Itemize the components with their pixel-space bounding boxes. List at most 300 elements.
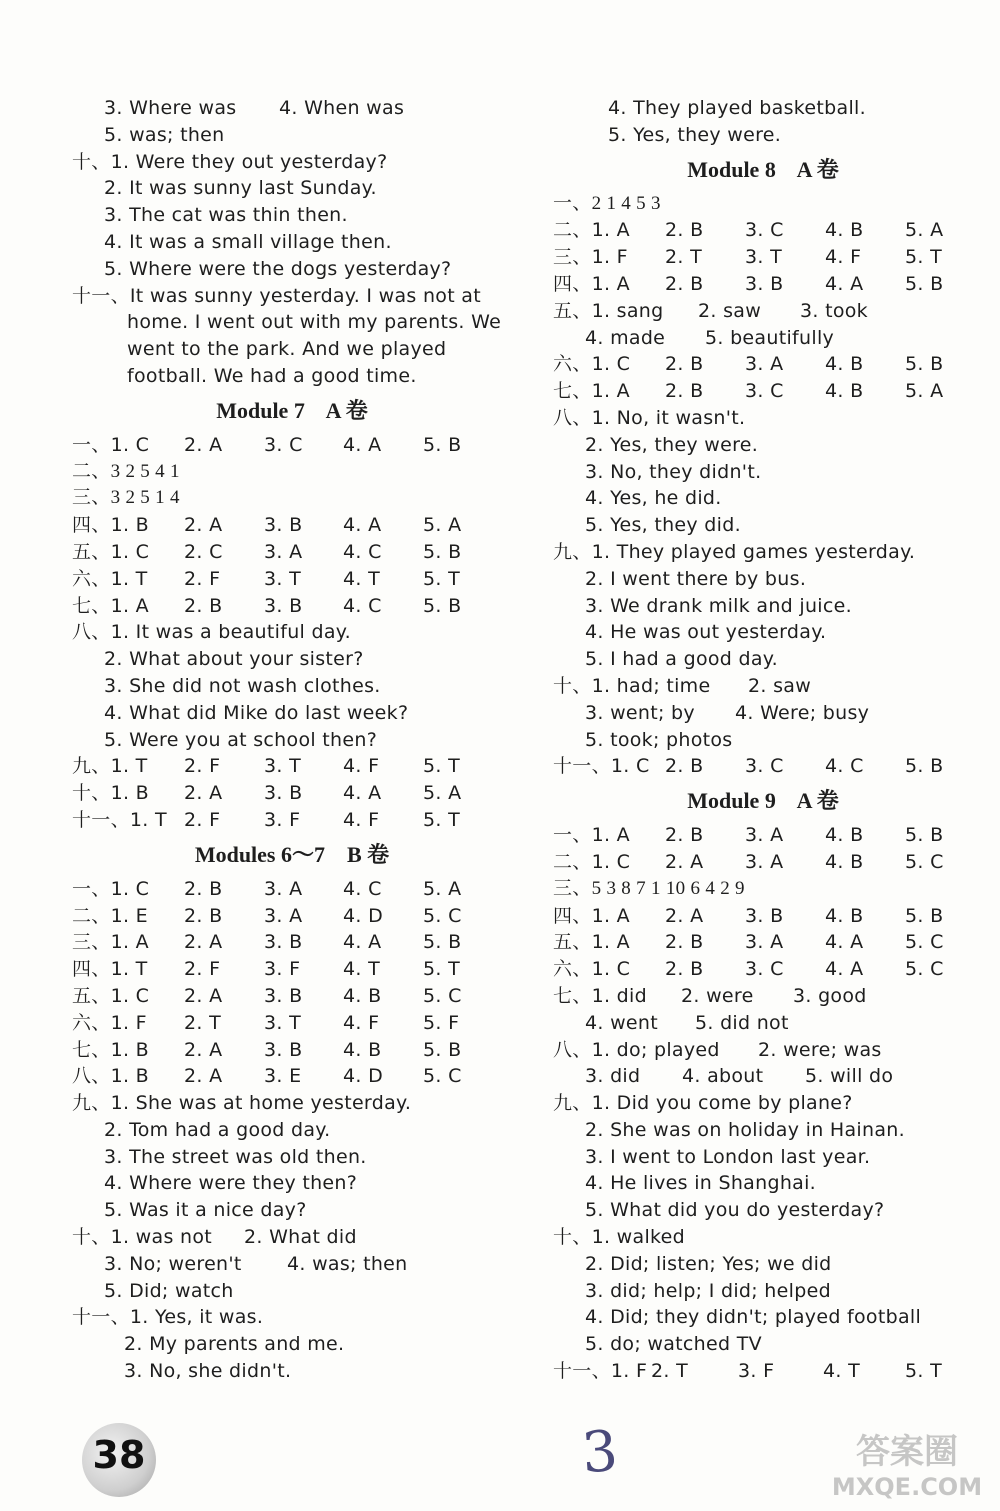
watermark-title: 答案圈	[856, 1432, 958, 1472]
answer-cell: 4. C	[343, 540, 382, 563]
answer-cell: 3. B	[264, 984, 303, 1007]
answer-cell: 3. B	[264, 1038, 303, 1061]
answer-cell: 2. C	[184, 540, 223, 563]
answer-line	[553, 1090, 973, 1117]
answer-cell: 八、1. It was a beautiful day.	[72, 621, 351, 644]
answer-cell: 5. T	[905, 246, 942, 269]
answer-cell: 4. C	[343, 594, 382, 617]
section-heading: Module 8 A 卷	[687, 156, 839, 182]
answer-cell: 2. She was on holiday in Hainan.	[585, 1118, 905, 1141]
answer-cell: 4. He was out yesterday.	[585, 621, 827, 644]
answer-cell: 九、1. T	[72, 755, 148, 778]
answer-cell: 3. The street was old then.	[104, 1145, 367, 1168]
answer-cell: went to the park. And we played	[127, 338, 447, 361]
answer-cell: 5. will do	[805, 1065, 894, 1088]
answer-cell: 二、3 2 5 4 1	[72, 460, 180, 482]
answer-cell: 八、1. B	[72, 1065, 150, 1088]
answer-cell: 3. C	[745, 958, 784, 981]
answer-line	[72, 202, 512, 229]
answer-cell: 4. D	[343, 904, 383, 927]
answer-line	[553, 849, 973, 876]
answer-cell: 2. F	[184, 567, 221, 590]
answer-cell: 3. F	[264, 808, 301, 831]
answer-cell: 七、1. A	[553, 380, 630, 403]
answer-cell: 2. B	[665, 755, 704, 778]
answer-cell: 2. were	[681, 984, 754, 1007]
answer-line	[553, 432, 973, 459]
answer-cell: 5. T	[423, 755, 460, 778]
answer-cell: 3. B	[745, 904, 784, 927]
answer-line	[553, 95, 973, 122]
answer-line	[72, 619, 512, 646]
answer-cell: 五、1. A	[553, 931, 630, 954]
answer-cell: 5. A	[423, 782, 462, 805]
watermark-logo	[822, 1425, 992, 1505]
answer-cell: 4. He lives in Shanghai.	[585, 1172, 817, 1195]
answer-cell: 5. T	[905, 1360, 942, 1383]
answer-cell: 4. B	[343, 1038, 382, 1061]
answer-cell: 十一、1. F	[553, 1360, 648, 1383]
answer-cell: 4. B	[825, 353, 864, 376]
answer-cell: 4. F	[343, 755, 380, 778]
answer-cell: 5. do; watched TV	[585, 1333, 762, 1356]
answer-cell: 3. did; help; I did; helped	[585, 1279, 831, 1302]
answer-cell: 3. A	[264, 540, 303, 563]
answer-cell: 4. A	[825, 931, 864, 954]
answer-cell: 4. It was a small village then.	[104, 230, 392, 253]
answer-cell: 5. I had a good day.	[585, 648, 778, 671]
answer-line	[553, 593, 973, 620]
handwritten-mark: 3	[579, 1418, 620, 1487]
answer-cell: 3. B	[745, 272, 784, 295]
answer-cell: 2. It was sunny last Sunday.	[104, 177, 377, 200]
answer-cell: 七、1. A	[72, 594, 149, 617]
answer-line	[72, 673, 512, 700]
answer-line	[72, 1090, 512, 1117]
answer-cell: 5. A	[905, 219, 944, 242]
answer-cell: 十一、It was sunny yesterday. I was not at	[72, 284, 482, 307]
answer-line	[72, 1358, 512, 1385]
answer-cell: 4. F	[343, 808, 380, 831]
answer-cell: 一、1. A	[553, 824, 630, 847]
answer-cell: 5. B	[423, 1038, 462, 1061]
answer-cell: 5. F	[423, 1011, 460, 1034]
answer-line	[553, 405, 973, 432]
answer-cell: 3. C	[745, 755, 784, 778]
answer-cell: 3. A	[264, 877, 303, 900]
answer-cell: 三、1. A	[72, 931, 149, 954]
answer-cell: 5. Where were the dogs yesterday?	[104, 257, 452, 280]
answer-cell: 4. A	[343, 931, 382, 954]
answer-cell: 5. B	[905, 755, 944, 778]
answer-cell: 4. T	[343, 567, 380, 590]
answer-cell: 2. B	[665, 353, 704, 376]
answer-cell: 3. B	[264, 594, 303, 617]
answer-cell: 5. C	[905, 931, 944, 954]
right-answer-column	[553, 95, 973, 1385]
answer-cell: 2. B	[184, 877, 223, 900]
answer-cell: 3. B	[264, 782, 303, 805]
answer-line	[72, 566, 512, 593]
answer-line	[553, 727, 973, 754]
answer-line	[72, 983, 512, 1010]
answer-cell: 2. A	[665, 850, 704, 873]
answer-cell: 4. They played basketball.	[608, 97, 866, 119]
answer-cell: 2. Yes, they were.	[585, 433, 759, 456]
answer-line	[72, 432, 512, 459]
answer-cell: 2. Tom had a good day.	[104, 1118, 331, 1141]
answer-cell: 2. A	[184, 1065, 223, 1088]
answer-cell: 四、1. A	[553, 904, 630, 927]
answer-cell: 2. B	[665, 958, 704, 981]
answer-line	[72, 700, 512, 727]
answer-line	[553, 956, 973, 983]
answer-cell: 三、3 2 5 1 4	[72, 487, 180, 509]
answer-cell: 4. A	[825, 958, 864, 981]
answer-cell: 2. A	[184, 514, 223, 537]
answer-cell: 3. No, she didn't.	[124, 1360, 292, 1383]
answer-line	[553, 459, 973, 486]
answer-cell: 5. What did you do yesterday?	[585, 1199, 885, 1222]
answer-line	[553, 298, 973, 325]
answer-cell: 4. C	[825, 755, 864, 778]
answer-cell: 2. B	[665, 272, 704, 295]
answer-cell: football. We had a good time.	[127, 364, 417, 387]
answer-cell: 2. F	[184, 958, 221, 981]
answer-cell: 4. F	[343, 1011, 380, 1034]
answer-cell: 4. T	[343, 958, 380, 981]
answer-line	[553, 122, 973, 149]
answer-line	[72, 1010, 512, 1037]
answer-cell: 3. T	[264, 1011, 301, 1034]
answer-cell: 九、1. They played games yesterday.	[553, 540, 916, 563]
watermark-url: MXQE.COM	[831, 1473, 983, 1501]
page-number-badge	[82, 1423, 156, 1497]
answer-line	[72, 646, 512, 673]
section-heading: Module 9 A 卷	[687, 788, 839, 814]
answer-line	[553, 1144, 973, 1171]
answer-line	[553, 485, 973, 512]
answer-cell: 5. Was it a nice day?	[104, 1199, 307, 1222]
answer-line	[553, 271, 973, 298]
answer-cell: 4. made	[585, 326, 666, 349]
answer-cell: 十一、1. C	[553, 755, 650, 778]
answer-cell: 2. A	[184, 1038, 223, 1061]
answer-cell: 十一、1. T	[72, 808, 167, 831]
answer-cell: 5. B	[905, 353, 944, 376]
answer-line	[553, 1010, 973, 1037]
answer-cell: 十、1. B	[72, 782, 150, 805]
answer-cell: 2. B	[184, 904, 223, 927]
answer-cell: 十、1. Were they out yesterday?	[72, 150, 388, 173]
answer-cell: 五、1. C	[72, 984, 150, 1007]
answer-cell: 四、1. B	[72, 514, 150, 537]
answer-line	[72, 485, 512, 512]
answer-line	[72, 149, 512, 176]
answer-cell: 4. When was	[279, 97, 405, 119]
left-answer-column	[72, 95, 512, 1385]
answer-cell: 2. What did	[244, 1226, 357, 1249]
answer-cell: 4. was; then	[287, 1252, 408, 1275]
answer-cell: 2. T	[665, 246, 702, 269]
answer-line	[72, 122, 512, 149]
answer-line	[553, 512, 973, 539]
answer-line	[72, 1063, 512, 1090]
answer-line	[72, 780, 512, 807]
answer-cell: 3. No; weren't	[104, 1252, 242, 1275]
answer-cell: 八、1. do; played	[553, 1038, 720, 1061]
answer-line	[553, 1304, 973, 1331]
answer-line	[72, 229, 512, 256]
answer-cell: 3. F	[738, 1360, 775, 1383]
answer-cell: 5. Yes, they were.	[608, 123, 782, 146]
answer-cell: 4. about	[682, 1065, 764, 1088]
answer-line	[72, 807, 512, 834]
answer-cell: 5. C	[423, 904, 462, 927]
answer-cell: 三、1. F	[553, 246, 628, 269]
answer-cell: 4. What did Mike do last week?	[104, 701, 409, 724]
answer-line	[72, 956, 512, 983]
answer-cell: 3. took	[800, 299, 868, 322]
answer-line	[72, 309, 512, 336]
answer-cell: 2. A	[665, 904, 704, 927]
answer-line	[553, 1063, 973, 1090]
answer-cell: 4. A	[343, 433, 382, 456]
answer-line	[72, 256, 512, 283]
answer-cell: 2. B	[665, 219, 704, 242]
answer-cell: 六、1. C	[553, 958, 631, 981]
answer-cell: 一、2 1 4 5 3	[553, 192, 661, 214]
answer-line	[553, 1117, 973, 1144]
answer-cell: 七、1. B	[72, 1038, 150, 1061]
answer-line	[553, 191, 973, 218]
answer-line	[72, 95, 512, 122]
answer-cell: 5. B	[423, 540, 462, 563]
answer-cell: 六、1. T	[72, 567, 148, 590]
answer-line	[72, 1170, 512, 1197]
answer-cell: 4. C	[343, 877, 382, 900]
answer-cell: 2. What about your sister?	[104, 648, 364, 671]
answer-cell: 5. B	[423, 594, 462, 617]
answer-line	[72, 1251, 512, 1278]
answer-cell: 七、1. did	[553, 984, 647, 1007]
answer-cell: 3. A	[745, 824, 784, 847]
answer-cell: 3. T	[264, 755, 301, 778]
answer-cell: 2. B	[665, 824, 704, 847]
section-heading: Module 7 A 卷	[216, 397, 368, 423]
answer-cell: 2. T	[651, 1360, 688, 1383]
answer-cell: 3. A	[745, 850, 784, 873]
answer-cell: 3. B	[264, 931, 303, 954]
answer-cell: 4. Did; they didn't; played football	[585, 1306, 922, 1329]
answer-line	[72, 929, 512, 956]
answer-line	[553, 673, 973, 700]
answer-cell: 5. B	[423, 931, 462, 954]
answer-cell: 3. A	[745, 353, 784, 376]
answer-cell: 5. C	[905, 850, 944, 873]
answer-cell: 2. A	[184, 782, 223, 805]
answer-cell: 5. C	[423, 984, 462, 1007]
answer-line	[553, 700, 973, 727]
answer-cell: 3. The cat was thin then.	[104, 204, 348, 227]
answer-cell: 3. C	[745, 219, 784, 242]
answer-cell: 2. My parents and me.	[124, 1333, 345, 1356]
answer-cell: 5. A	[423, 514, 462, 537]
answer-cell: 四、1. A	[553, 272, 630, 295]
answer-line	[72, 753, 512, 780]
answer-cell: 2. B	[665, 931, 704, 954]
answer-cell: 5. Did; watch	[104, 1279, 234, 1302]
answer-cell: 九、1. Did you come by plane?	[553, 1092, 853, 1115]
answer-cell: 4. T	[823, 1360, 860, 1383]
answer-cell: 2. A	[184, 931, 223, 954]
answer-cell: 5. A	[905, 380, 944, 403]
answer-cell: 2. A	[184, 984, 223, 1007]
answer-cell: 4. F	[825, 246, 862, 269]
answer-cell: 3. She did not wash clothes.	[104, 674, 381, 697]
answer-line	[553, 903, 973, 930]
answer-line	[72, 363, 512, 390]
answer-line	[553, 1358, 973, 1385]
answer-cell: 2. T	[184, 1011, 221, 1034]
answer-line	[72, 593, 512, 620]
answer-cell: 八、1. No, it wasn't.	[553, 406, 746, 429]
answer-cell: 3. I went to London last year.	[585, 1145, 871, 1168]
answer-cell: 4. A	[825, 272, 864, 295]
answer-line	[553, 1197, 973, 1224]
answer-cell: 5. Yes, they did.	[585, 514, 741, 537]
answer-cell: 一、1. C	[72, 877, 150, 900]
answer-cell: 2. I went there by bus.	[585, 567, 807, 590]
answer-cell: 2. F	[184, 755, 221, 778]
answer-cell: 5. A	[423, 877, 462, 900]
answer-cell: 六、1. F	[72, 1011, 147, 1034]
answer-line	[72, 903, 512, 930]
answer-cell: 2. A	[184, 433, 223, 456]
answer-cell: 5. B	[905, 272, 944, 295]
answer-cell: 5. C	[423, 1065, 462, 1088]
answer-cell: 3. T	[745, 246, 782, 269]
answer-cell: 4. D	[343, 1065, 383, 1088]
answer-line	[553, 646, 973, 673]
answer-cell: 4. A	[343, 782, 382, 805]
answer-cell: 4. B	[825, 219, 864, 242]
answer-cell: 4. B	[343, 984, 382, 1007]
answer-cell: 5. did not	[695, 1011, 789, 1034]
answer-line	[72, 283, 512, 310]
answer-cell: 五、1. C	[72, 540, 150, 563]
answer-cell: 3. We drank milk and juice.	[585, 594, 852, 617]
answer-cell: 3. A	[264, 904, 303, 927]
answer-cell: 4. went	[585, 1011, 658, 1034]
answer-line	[553, 351, 973, 378]
answer-line	[553, 753, 973, 780]
answer-line	[553, 983, 973, 1010]
answer-cell: home. I went out with my parents. We	[127, 311, 502, 334]
answer-cell: 3. did	[585, 1065, 641, 1088]
answer-cell: 2. B	[184, 594, 223, 617]
answer-line	[553, 1224, 973, 1251]
answer-cell: 二、1. E	[72, 904, 148, 927]
answer-cell: 5. B	[905, 904, 944, 927]
answer-line	[72, 1197, 512, 1224]
answer-cell: 3. F	[264, 958, 301, 981]
answer-line	[553, 876, 973, 903]
answer-line	[553, 325, 973, 352]
answer-cell: 三、5 3 8 7 1 10 6 4 2 9	[553, 877, 745, 899]
answer-line	[72, 1304, 512, 1331]
answer-line	[72, 336, 512, 363]
answer-line	[72, 1331, 512, 1358]
answer-cell: 3. B	[264, 514, 303, 537]
answer-line	[72, 1037, 512, 1064]
answer-cell: 3. T	[264, 567, 301, 590]
answer-line	[72, 727, 512, 754]
answer-cell: 2. saw	[748, 674, 812, 697]
answer-line	[72, 175, 512, 202]
answer-cell: 3. C	[264, 433, 303, 456]
answer-cell: 5. Were you at school then?	[104, 728, 378, 751]
answer-line	[553, 566, 973, 593]
answer-cell: 3. good	[793, 984, 867, 1007]
answer-line	[553, 1331, 973, 1358]
answer-cell: 4. B	[825, 850, 864, 873]
answer-line	[553, 1037, 973, 1064]
answer-cell: 3. A	[745, 931, 784, 954]
answer-cell: 4. Were; busy	[735, 701, 870, 724]
answer-cell: 2. F	[184, 808, 221, 831]
answer-cell: 3. went; by	[585, 701, 695, 724]
answer-line	[553, 929, 973, 956]
answer-line	[553, 1251, 973, 1278]
answer-cell: 九、1. She was at home yesterday.	[72, 1092, 412, 1115]
answer-cell: 四、1. T	[72, 958, 148, 981]
answer-cell: 5. T	[423, 808, 460, 831]
answer-cell: 十、1. walked	[553, 1226, 686, 1249]
answer-cell: 3. No, they didn't.	[585, 460, 762, 483]
answer-cell: 3. Where was	[104, 97, 237, 119]
answer-cell: 2. Did; listen; Yes; we did	[585, 1252, 832, 1275]
answer-line	[72, 1224, 512, 1251]
answer-cell: 十、1. was not	[72, 1226, 213, 1249]
answer-cell: 4. B	[825, 904, 864, 927]
answer-line	[72, 459, 512, 486]
answer-line	[553, 619, 973, 646]
answer-line	[553, 244, 973, 271]
answer-cell: 5. beautifully	[705, 326, 835, 349]
answer-cell: 2. B	[665, 380, 704, 403]
answer-line	[72, 539, 512, 566]
answer-cell: 4. A	[343, 514, 382, 537]
answer-cell: 五、1. sang	[553, 299, 664, 322]
answer-cell: 5. B	[905, 824, 944, 847]
page-number: 38	[92, 1433, 146, 1477]
answer-line	[553, 378, 973, 405]
answer-line	[553, 217, 973, 244]
answer-line	[553, 1278, 973, 1305]
answer-cell: 4. B	[825, 824, 864, 847]
answer-cell: 十、1. had; time	[553, 674, 711, 697]
answer-cell: 2. were; was	[758, 1038, 882, 1061]
answer-line	[72, 1117, 512, 1144]
answer-line	[553, 1170, 973, 1197]
section-heading: Modules 6～7 B 卷	[194, 841, 390, 867]
answer-cell: 5. took; photos	[585, 728, 733, 751]
answer-cell: 2. saw	[698, 299, 762, 322]
answer-line	[553, 822, 973, 849]
answer-cell: 4. Where were they then?	[104, 1172, 358, 1195]
answer-cell: 5. B	[423, 433, 462, 456]
